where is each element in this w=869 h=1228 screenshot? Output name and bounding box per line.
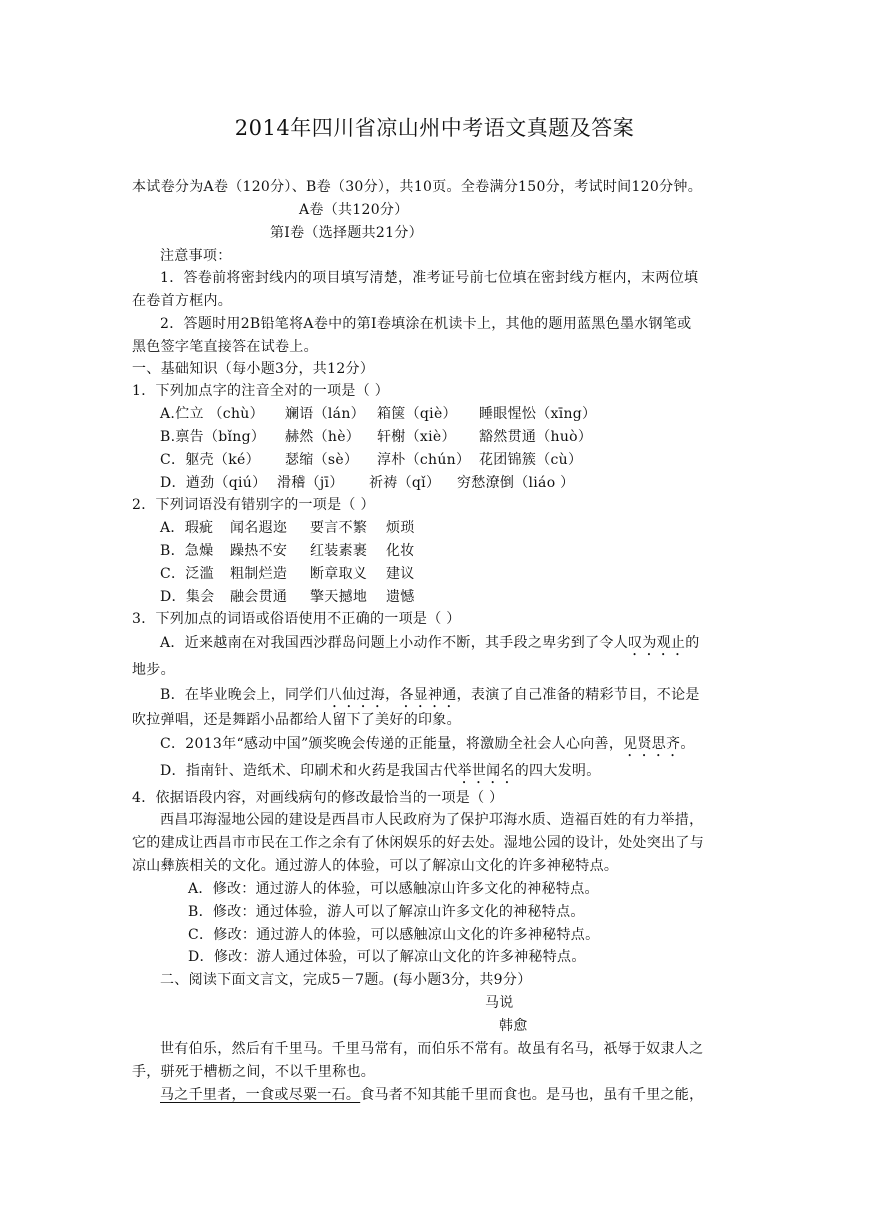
q1-d-item: D．遒劲（qiú） [160, 475, 267, 491]
volume-a-heading: A卷（共120分） [299, 202, 409, 218]
q2-c-item: C．泛滥 [160, 566, 214, 582]
q1-b-item: 轩榭（xiè） [377, 429, 456, 445]
q2-option-a [160, 519, 415, 537]
q1-a-item: 斓语（lán） [285, 406, 365, 422]
q2-b-item: 化妆 [386, 543, 415, 559]
q3-option-d [160, 762, 601, 787]
notice-1-line-1: 1．答卷前将密封线内的项目填写清楚，准考证号前七位填在密封线方框内，末两位填 [160, 270, 699, 286]
q3-option-b-line-2: 吹拉弹唱，还是舞蹈小品都给人留下了美好的印象。 [132, 712, 461, 728]
q2-a-item: A．瑕疵 [160, 520, 214, 536]
q3-c-dotted-phrase: 见贤思齐 [623, 736, 681, 752]
q1-d-item: 穷愁潦倒（liáo ） [457, 475, 575, 491]
q2-option-b [160, 542, 415, 560]
q1-c-item: 花团锦簇（cù） [479, 452, 583, 468]
q2-d-item: 融会贯通 [230, 589, 288, 605]
q4-passage-line-1: 西昌邛海湿地公园的建设是西昌市人民政府为了保护邛海水质、造福百姓的有力举措， [160, 812, 704, 828]
q3-c-text-end: 。 [680, 736, 695, 752]
q3-a-text: A．近来越南在对我国西沙群岛问题上小动作不断，其手段之卑劣到了令人 [160, 635, 629, 651]
notice-2-line-1: 2．答题时用2B铅笔将A卷中的第Ⅰ卷填涂在机读卡上，其他的题用蓝黑色墨水钢笔或 [160, 316, 692, 332]
q3-b-text: B．在毕业晚会上，同学们 [160, 687, 328, 703]
q1-a-item: 睡眼惺忪（xīng） [479, 406, 597, 422]
q3-b-dotted-phrase: 八仙过海，各显神通 [327, 687, 457, 703]
classical-text-line-1: 世有伯乐，然后有千里马。千里马常有，而伯乐不常有。故虽有名马，祇辱于奴隶人之 [160, 1041, 704, 1057]
q3-d-text: D．指南针、造纸术、印刷术和火药是我国古代 [160, 763, 458, 779]
q3-d-dotted-phrase: 举世闻名 [457, 763, 515, 779]
q4-passage-line-2: 它的建成让西昌市市民在工作之余有了休闲娱乐的好去处。湿地公园的设计，处处突出了与 [132, 835, 704, 851]
q3-option-a-line-1 [160, 634, 700, 659]
q3-option-c [160, 735, 695, 760]
question-4: 4．依据语段内容，对画线病句的修改最恰当的一项是（ ） [132, 790, 504, 806]
q3-option-a-line-2: 地步。 [132, 662, 175, 678]
question-2: 2．下列词语没有错别字的一项是（ ） [132, 497, 375, 513]
q1-c-item: 淳朴（chún） [377, 452, 471, 468]
document-title: 2014年四川省凉山州中考语文真题及答案 [234, 116, 635, 140]
q3-b-text-end: ，表演了自己准备的精彩节目，不论是 [456, 687, 700, 703]
intro-line: 本试卷分为A卷（120分）、B卷（30分），共10页。全卷满分150分，考试时间120分钟。 [132, 179, 702, 195]
q2-b-item: 红装素裹 [310, 543, 368, 559]
text-author: 韩愈 [499, 1018, 528, 1034]
q2-d-item: D．集会 [160, 589, 215, 605]
q1-b-item: 赫然（hè） [285, 429, 361, 445]
question-3: 3．下列加点的词语或俗语使用不正确的一项是（ ） [132, 611, 461, 627]
q1-d-item: 祈祷（qǐ） [369, 475, 441, 491]
q3-a-text-end: 的 [685, 635, 700, 651]
q2-d-item: 遗憾 [386, 589, 415, 605]
q2-d-item: 擎天撼地 [310, 589, 368, 605]
q2-c-item: 断章取义 [310, 566, 368, 582]
q3-c-text: C．2013年“感动中国”颁奖晚会传递的正能量，将激励全社会人心向善， [160, 736, 624, 752]
q2-c-item: 粗制烂造 [230, 566, 288, 582]
q2-a-item: 闻名遐迩 [230, 520, 288, 536]
q2-option-c [160, 565, 415, 583]
q2-a-item: 烦琐 [386, 520, 415, 536]
q2-b-item: 躁热不安 [230, 543, 288, 559]
notice-title: 注意事项： [160, 248, 232, 264]
section-1-heading: 一、基础知识（每小题3分，共12分） [132, 361, 375, 377]
q4-option-d: D．修改：游人通过体验，可以了解凉山文化的许多神秘特点。 [188, 949, 586, 965]
notice-1-line-2: 在卷首方框内。 [132, 293, 233, 309]
q2-option-d [160, 588, 415, 606]
q3-a-dotted-phrase: 叹为观止 [628, 635, 686, 651]
q1-option-b [160, 428, 592, 446]
part-one-heading: 第Ⅰ卷（选择题共21分） [270, 225, 423, 241]
q1-a-item: 箱箧（qiè） [377, 406, 457, 422]
q1-b-item: 豁然贯通（huò） [479, 429, 593, 445]
q1-a-item: A.伫立 （chù） [160, 406, 264, 422]
q4-option-c: C．修改：通过游人的体验，可以感触凉山文化的许多神秘特点。 [188, 927, 600, 943]
q3-option-b-line-1 [160, 686, 700, 711]
q1-option-a [160, 405, 596, 423]
section-2-heading: 二、阅读下面文言文，完成5－7题。(每小题3分，共9分） [160, 972, 532, 988]
q4-option-b: B．修改：通过体验，游人可以了解凉山许多文化的神秘特点。 [188, 904, 585, 920]
q4-passage-line-3: 凉山彝族相关的文化。通过游人的体验，可以了解凉山文化的许多神秘特点。 [132, 858, 619, 874]
underlined-sentence: 马之千里者，一食或尽粟一石。 [160, 1087, 361, 1103]
classical-text-line-2: 手，骈死于槽枥之间，不以千里称也。 [132, 1064, 376, 1080]
question-1: 1．下列加点字的注音全对的一项是（ ） [132, 383, 390, 399]
q1-option-d [160, 474, 574, 492]
q1-option-c [160, 451, 582, 469]
q1-c-item: 瑟缩（sè） [285, 452, 359, 468]
q2-a-item: 要言不繁 [310, 520, 368, 536]
notice-2-line-2: 黑色签字笔直接答在试卷上。 [132, 339, 318, 355]
q2-b-item: B．急燥 [160, 543, 214, 559]
classical-text-continuation: 食马者不知其能千里而食也。是马也，虽有千里之能， [360, 1087, 704, 1103]
classical-text-line-3 [160, 1086, 703, 1104]
q3-d-text-end: 的四大发明。 [514, 763, 601, 779]
q1-b-item: B.禀告（bǐng） [160, 429, 266, 445]
text-title: 马说 [485, 995, 514, 1011]
q4-option-a: A．修改：通过游人的体验，可以感触凉山许多文化的神秘特点。 [188, 881, 599, 897]
q2-c-item: 建议 [386, 566, 415, 582]
q1-c-item: C．躯壳（ké） [160, 452, 260, 468]
q1-d-item: 滑稽（jī） [277, 475, 344, 491]
